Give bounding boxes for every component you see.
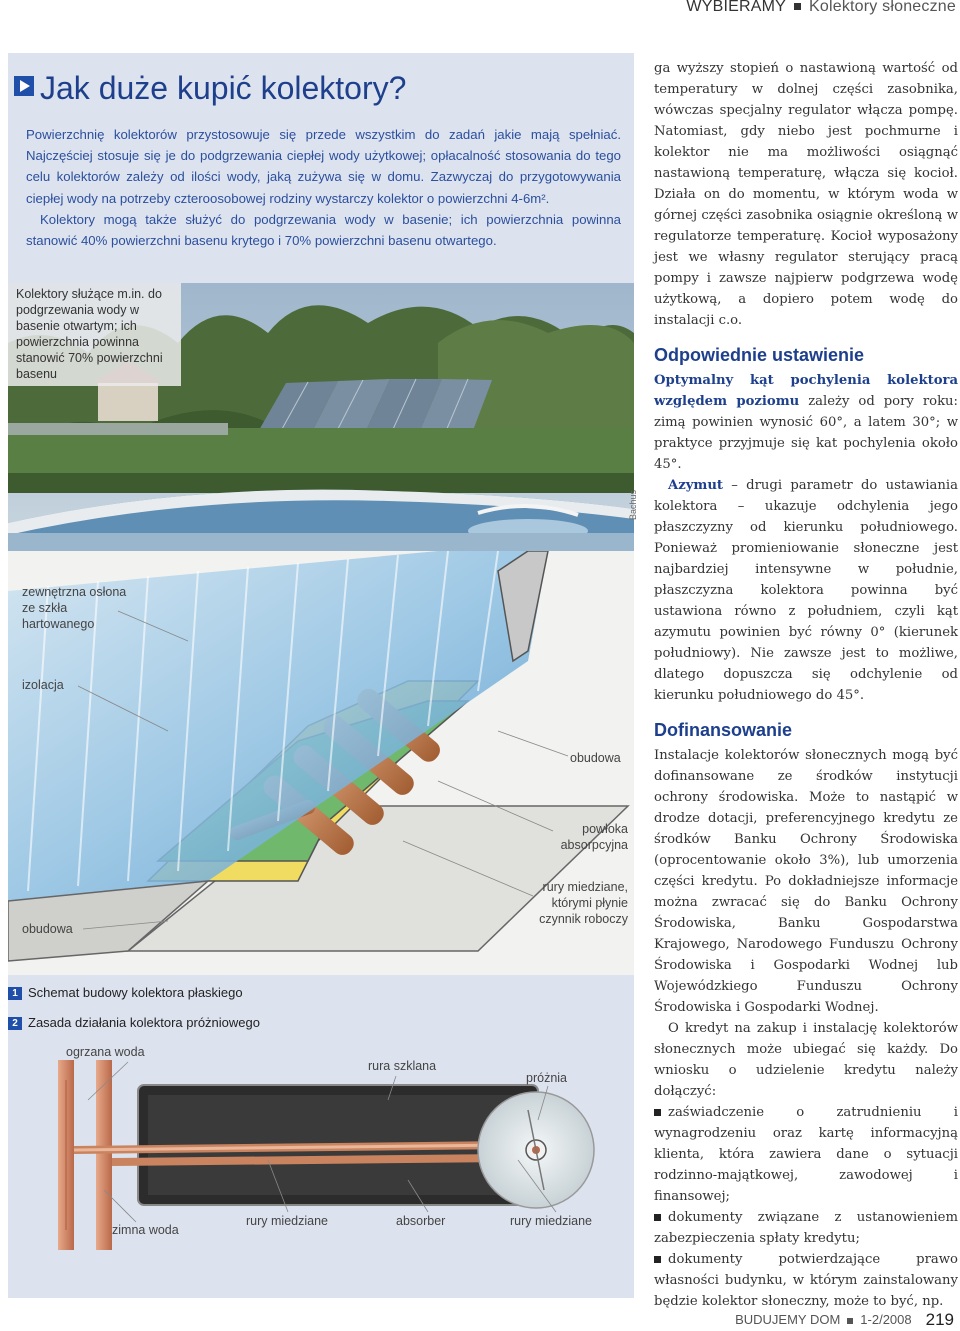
label-copper-pipes: rury miedziane, którymi płynie czynnik roboczy bbox=[539, 880, 628, 926]
flat-collector-diagram bbox=[8, 551, 634, 975]
intro-paragraph-1: Powierzchnię kolektorów przystosowuje się przede wszystkim do zadań jakie mają spełniać. Najczęściej stosuje się je do podgrzewania ciepłej wody użytkowej; opłacalność stosowania do tego celu kolektorów zależy od ilości wody, jaką zużywa się w domu. Zazwyczaj do przygotowywania ciepłej wody na potrzeby czteroosobowej rodziny wystarczy kolektor o powierzchni 4-6m². bbox=[26, 127, 621, 206]
photo-caption: Kolektory służące m.in. do podgrzewania wody w basenie otwartym; ich powierzchnia powinna stanowić 70% powierzchni basenu bbox=[8, 283, 181, 386]
figure-number-badge: 1 bbox=[8, 987, 22, 1000]
label-hot-water: ogrzana woda bbox=[66, 1045, 145, 1059]
list-item: dokumenty związane z ustanowieniem zabezpieczenia spłaty kredytu; bbox=[654, 1207, 958, 1249]
square-bullet-icon bbox=[794, 3, 801, 10]
header-section: WYBIERAMY bbox=[686, 0, 786, 15]
figure-caption-text: Schemat budowy kolektora płaskiego bbox=[28, 985, 243, 1000]
label-housing-right: obudowa bbox=[570, 751, 621, 765]
figure-caption-2 bbox=[8, 1015, 260, 1030]
footer-issue: 1-2/2008 bbox=[860, 1312, 912, 1327]
tilt-angle-lead: Optymalny kąt pochylenia kolektora względem poziomu bbox=[654, 373, 958, 409]
vacuum-collector-diagram bbox=[8, 1040, 634, 1260]
label-cold-water: zimna woda bbox=[112, 1223, 179, 1237]
heading-funding: Dofinansowanie bbox=[654, 720, 793, 740]
label-copper-pipes-1: rury miedziane bbox=[246, 1214, 328, 1228]
azimuth-text: – drugi parametr do ustawiania kolektora – ukazuje odchylenia jego płaszczyzny od kierunku południowego. Ponieważ promieniowanie słoneczne jest najbardziej intensywne w południe, płaszczyzna kolektora powinna być ustawiona równo z południem, czyli kąt azymutu powinien być równy 0° (kierunek południowy). Nie zawsze jest to możliwe, dlatego dopuszcza się odchylenie od kierunku południowego do 45°. bbox=[654, 478, 958, 703]
figure-caption-text: Zasada działania kolektora próżniowego bbox=[28, 1015, 260, 1030]
list-item: zaświadczenie o zatrudnieniu i wynagrodzeniu oraz kartę informacyjną klienta, która zawiera dane o sytuacji rodzinno-majątkowej, zawodowej i finansowej; bbox=[654, 1102, 958, 1207]
paragraph-funding: Instalacje kolektorów słonecznych mogą być dofinansowane ze środków instytucji ochrony środowiska. Może to nastąpić w drodze dotacji, preferencyjnego kredytu ze środków Banku Ochrony Środowiska (oprocentowanie około 3%), lub umorzenia części kredytu. Po dokładniejsze informacje można zwracać się do Banku Ochrony Środowiska, Banku Gospodarstwa Krajowego, Narodowego Funduszu Ochrony Środowiska i Gospodarki Wodnej lub Wojewódzkiego Funduszu Ochrony Środowiska i Gospodarki Wodnej. bbox=[654, 748, 958, 1015]
paragraph-tilt-angle bbox=[654, 370, 958, 475]
label-glass-tube: rura szklana bbox=[368, 1059, 437, 1073]
running-header bbox=[686, 0, 956, 16]
tilt-angle-text: zależy od pory roku: zimą powinien wynosić 60°, a latem 30°; w praktyce przyjmuje się kat pochylenia około 45°. bbox=[654, 394, 958, 472]
article-title: Jak duże kupić kolektory? bbox=[40, 70, 407, 106]
label-copper-pipes-2: rury miedziane bbox=[510, 1214, 592, 1228]
header-subsection: Kolektory słoneczne bbox=[809, 0, 956, 15]
intro-paragraph-2: Kolektory mogą także służyć do podgrzewania wody w basenie; ich powierzchnia powinna stanowić 40% powierzchni basenu krytego i 70% powierzchni basenu otwartego. bbox=[26, 211, 621, 249]
right-column bbox=[654, 58, 958, 1312]
list-item: dokumenty potwierdzające prawo własności budynku, w którym zainstalowany będzie kolektor słoneczny, może to być, np. bbox=[654, 1249, 958, 1312]
heading-orientation: Odpowiednie ustawienie bbox=[654, 345, 865, 365]
label-absorber: absorber bbox=[396, 1214, 446, 1228]
photo-credit: Bachus bbox=[628, 489, 638, 520]
page-number: 219 bbox=[925, 1310, 954, 1329]
label-housing-left: obudowa bbox=[22, 922, 73, 936]
square-bullet-icon bbox=[847, 1318, 853, 1324]
article-intro bbox=[26, 124, 621, 251]
right-paragraph-continued: ga wyższy stopień o nastawioną wartość od temperatury w dolnej części zasobnika, wówczas specjalny regulator włącza pompę. Natomiast, gdy niebo jest pochmurne i kolektor nie ma możliwości osiągnąć nastawioną temperaturę, włącza się kocioł. Działa on do momentu, w którym woda w górnej części zasobnika osiągnie określoną w regulatorze temperaturę. Kocioł wyposażony jest we własny regulator sterujący pracą pompy i zawsze najpierw podgrzewa wodę użytkową, a dopiero potem wodę do instalacji c.o. bbox=[654, 61, 958, 328]
page-footer bbox=[735, 1310, 954, 1330]
label-glass-cover: zewnętrzna osłona ze szkła hartowanego bbox=[22, 585, 127, 631]
play-arrow-icon bbox=[14, 76, 34, 96]
figure-caption-1 bbox=[8, 985, 243, 1000]
paragraph-loan: O kredyt na zakup i instalację kolektorów słonecznych może ubiegać się każdy. Do wniosku o udzielenie kredytu należy dołączyć: bbox=[654, 1021, 958, 1099]
figure-number-badge: 2 bbox=[8, 1017, 22, 1030]
footer-magazine: BUDUJEMY DOM bbox=[735, 1312, 841, 1327]
azimuth-lead: Azymut bbox=[668, 478, 724, 493]
label-absorber-coating: powłoka absorpcyjna bbox=[560, 822, 628, 852]
label-insulation: izolacja bbox=[22, 678, 64, 692]
paragraph-azimuth bbox=[654, 475, 958, 706]
label-vacuum: próżnia bbox=[526, 1071, 567, 1085]
